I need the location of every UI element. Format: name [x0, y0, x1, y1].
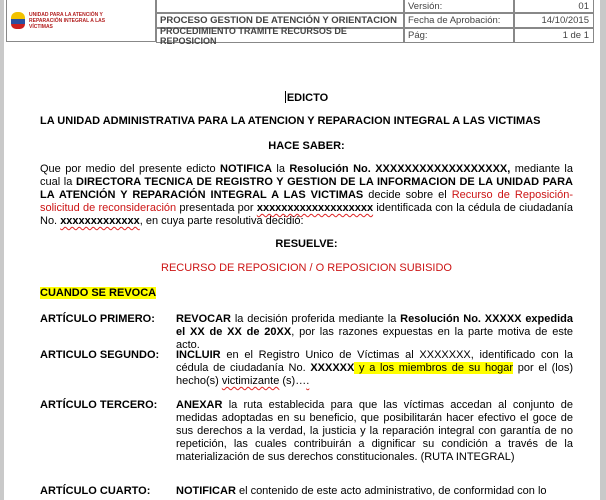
process-label: PROCESO GESTION DE ATENCIÓN Y ORIENTACION [156, 13, 404, 28]
text-cursor [285, 91, 286, 103]
edicto-title: EDICTO [286, 92, 329, 104]
article-1-text: REVOCAR la decisión proferida mediante la Resolución No. XXXXX expedida el XX de XX de 20XX, por las razones expuestas en la parte motiva de este acto. [176, 313, 574, 351]
page-left-edge [0, 0, 4, 500]
approval-date-value: 14/10/2015 [514, 13, 594, 28]
article-3-text: ANEXAR la ruta establecida para que las víctimas accedan al conjunto de medidas adoptadas en su beneficio, que posibilitarán hacer efectivo el goce de sus derechos a la verdad, la justicia y la reparación integral con garantía de no repetición, las cuales contribuirán a dignificar su condición a través de la materialización de sus derechos constitucionales. (RUTA INTEGRAL) [176, 399, 573, 463]
document-header-table [6, 0, 594, 46]
page-right-edge [600, 0, 606, 500]
article-1-label: ARTÍCULO PRIMERO: [40, 313, 155, 325]
resuelve-heading: RESUELVE: [275, 238, 338, 250]
logo-cell [6, 0, 156, 42]
logo-text: UNIDAD PARA LA ATENCIÓN Y REPARACIÓN INTEGRAL A LAS VÍCTIMAS [29, 11, 106, 30]
recurso-heading: RECURSO DE REPOSICION / O REPOSICION SUBISIDO [161, 262, 452, 274]
version-value: 01 [514, 0, 594, 13]
header-top-cell [156, 0, 404, 13]
version-label: Versión: [404, 0, 514, 13]
recurso-link-text: Recurso de Reposición- solicitud de reconsideración [40, 189, 573, 214]
procedure-label: PROCEDIMIENTO TRAMITE RECURSOS DE REPOSICION [156, 28, 404, 43]
article-4-text: NOTIFICAR el contenido de este acto administrativo, de conformidad con lo [176, 485, 547, 497]
intro-paragraph: Que por medio del presente edicto NOTIFICA la Resolución No. XXXXXXXXXXXXXXXXXX, mediante la cual la DIRECTORA TECNICA DE REGISTRO Y GESTION DE LA INFORMACION DE LA UNIDAD PARA LA ATENCIÓN Y REPARACIÓN INTEGRAL A LAS VICTIMAS decide sobre el Recurso de Reposición- solicitud de reconsideración presentada por xxxxxxxxxxxxxxxxxxx identificada con la cédula de ciudadanía No. xxxxxxxxxxxxx, en cuya parte resolutiva decidió: [40, 163, 573, 227]
article-2-label: ARTICULO SEGUNDO: [40, 349, 160, 361]
article-4-label: ARTÍCULO CUARTO: [40, 485, 151, 497]
colombia-flag-icon [11, 12, 25, 30]
page-value: 1 de 1 [514, 28, 594, 43]
approval-date-label: Fecha de Aprobación: [404, 13, 514, 28]
entity-heading: LA UNIDAD ADMINISTRATIVA PARA LA ATENCION Y REPARACION INTEGRAL A LAS VICTIMAS [40, 115, 541, 127]
hace-saber-heading: HACE SABER: [268, 140, 345, 152]
page-label: Pág: [404, 28, 514, 43]
article-2-text: INCLUIR en el Registro Unico de Víctimas al XXXXXXX, identificado con la cédula de ciudadanía No. XXXXXX y a los miembros de su hogar por el (los) hecho(s) victimizante (s)…. [176, 349, 573, 387]
article-3-label: ARTÍCULO TERCERO: [40, 399, 158, 411]
cuando-se-revoca-label: CUANDO SE REVOCA [40, 287, 157, 299]
